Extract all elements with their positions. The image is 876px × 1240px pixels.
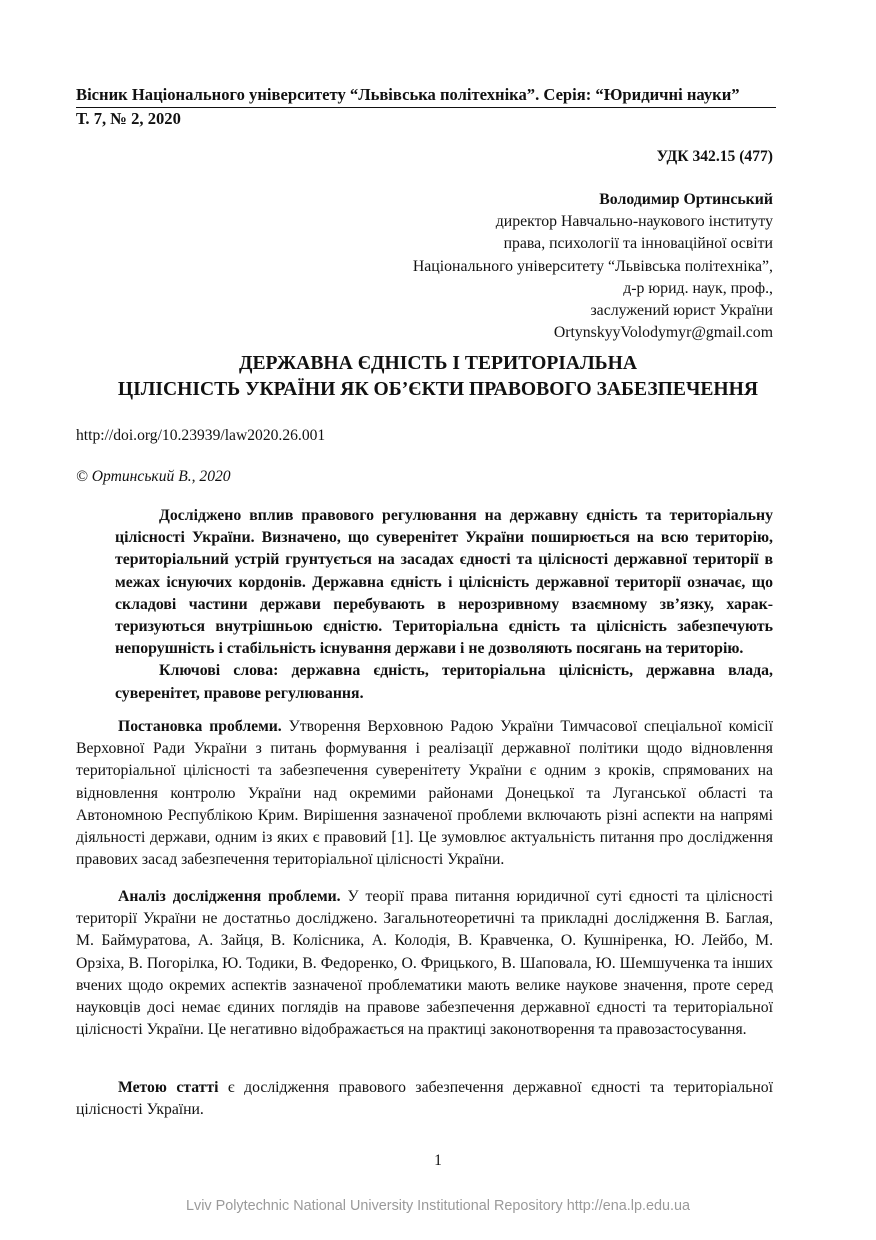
journal-volume: Т. 7, № 2, 2020 bbox=[76, 109, 181, 128]
author-title-line: заслужений юрист України bbox=[590, 302, 773, 320]
section-heading: Метою статті bbox=[118, 1079, 219, 1096]
author-email[interactable]: OrtynskyyVolodymyr@gmail.com bbox=[553, 324, 773, 342]
journal-title: Вісник Національного університету “Львівська політехніка”. Серія: “Юридичні науки” bbox=[76, 84, 776, 108]
article-title bbox=[50, 351, 826, 403]
section-article-goal bbox=[76, 1077, 773, 1121]
section-heading: Аналіз дослідження проблеми. bbox=[118, 888, 341, 905]
author-name: Володимир Ортинський bbox=[599, 191, 773, 208]
doi-link[interactable]: http://doi.org/10.23939/law2020.26.001 bbox=[76, 427, 326, 444]
keywords: Ключові слова: державна єдність, територіальна цілісність, державна влада, суверенітет, правове регулювання. bbox=[115, 662, 773, 702]
author-affiliation-line: Національного університету “Львівська політехніка”, bbox=[412, 257, 773, 275]
section-heading: Постановка проблеми. bbox=[118, 718, 282, 735]
author-degree-line: д-р юрид. наук, проф., bbox=[623, 279, 773, 297]
section-text: є дослідження правового забезпечення державної єдності та територіальної цілісності України. bbox=[76, 1079, 774, 1119]
copyright-notice: © Ортинський В., 2020 bbox=[76, 468, 231, 485]
author-position-line: права, психології та інноваційної освіти bbox=[503, 235, 773, 253]
section-text: У теорії права питання юридичної суті єдності та цілісності території України не достатньо досліджено. Загальнотеоретичні та прикладні дослідження В. Баглая, М. Баймуратова, А. Зайця, В. Колісника, А. Колодія, В. Кравченка, О. Кушніренка, Ю. Лейбо, М. Орзіха, В. Погорілка, Ю. Тодики, В. Федоренко, О. Фрицького, В. Шаповала, Ю. Шемшученка та інших вчених щодо окремих аспектів зазначеної проблематики мають велике наукове значення, проте серед науковців досі немає єдиних поглядів на правове забезпечення державної єдності та територіальної цілісності України. Це негативно відображається на практиці законотворення та правозастосування. bbox=[76, 888, 773, 1039]
section-problem-analysis bbox=[76, 886, 773, 1041]
repository-footer: Lviv Polytechnic National University Institutional Repository http://ena.lp.edu.ua bbox=[186, 1198, 690, 1214]
article-title-line-1: ДЕРЖАВНА ЄДНІСТЬ І ТЕРИТОРІАЛЬНА bbox=[238, 353, 638, 374]
udk-code: УДК 342.15 (477) bbox=[656, 148, 773, 165]
article-title-line-2: ЦІЛІСНІСТЬ УКРАЇНИ ЯК ОБ’ЄКТИ ПРАВОВОГО ЗАБЕЗПЕЧЕННЯ bbox=[117, 379, 759, 400]
section-text: Утворення Верховною Радою України Тимчасової спеціальної комісії Верховної Ради України з питань формування і реалізації державної політики щодо відновлення територіальної цілісності та забезпечення суверенітету України є одним з кроків, спрямованих на відновлення контролю України над окремими районами Донецької та Луганської області та Автономною Республікою Крим. Вирішення зазначеної проблеми включають різні аспекти на напрямі діяльності держави, одним із яких є правовий [1]. Це зумовлює актуальність питання про дослідження правових засад забезпечення територіальної цілісності України. bbox=[76, 718, 773, 869]
author-position-line: директор Навчально-наукового інституту bbox=[495, 213, 773, 231]
section-problem-statement bbox=[76, 716, 773, 871]
abstract bbox=[115, 505, 773, 705]
abstract-text: Досліджено вплив правового регулювання на державну єдність та територіальну цілісності України. Визначено, що суверенітет України поширюється на всю територію, територіальний устрій грунтується на засадах єдності та цілісності державної території в межах існуючих кордонів. Державна єдність і цілісність державної території означає, що складові частини держави перебувають в нерозривному взаємному зв’язку, характеризуються внутрішньою єдністю. Територіальна єдність та цілісність забезпечують непорушність і стабільність існування держави і не дозволяють посягань на територію. bbox=[115, 507, 773, 658]
page-number: 1 bbox=[434, 1152, 442, 1169]
author-block bbox=[413, 189, 773, 344]
